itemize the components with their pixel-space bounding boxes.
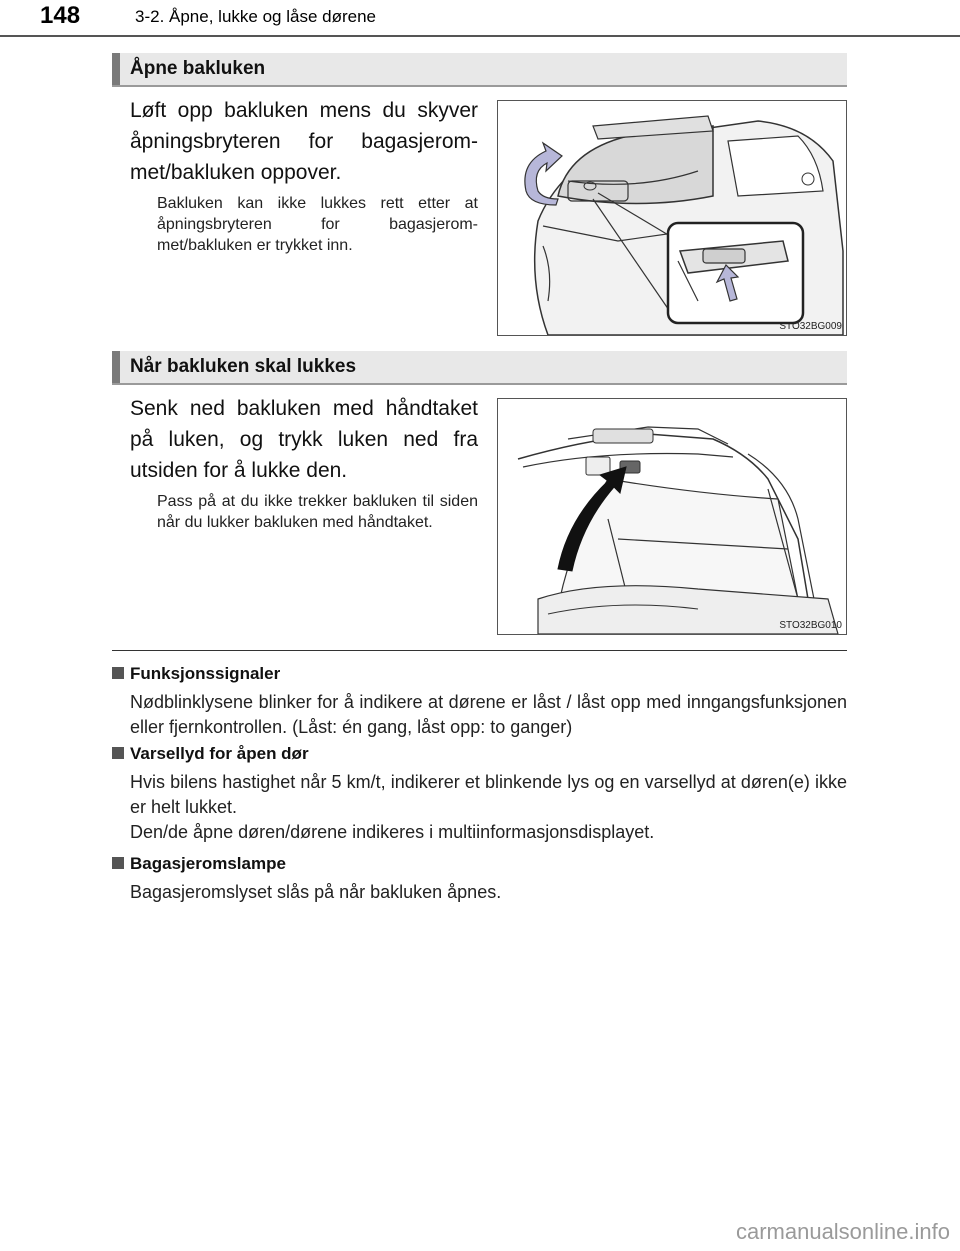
square-bullet-icon <box>112 857 124 869</box>
note-heading: Bagasjeromslampe <box>112 852 847 876</box>
page-number: 148 <box>40 2 81 29</box>
note-body: Bagasjeromslyset slås på når bakluken åpnes. <box>130 882 502 902</box>
page-header <box>0 0 960 40</box>
section-heading-close-tailgate <box>112 351 847 385</box>
figure-code: STO32BG009 <box>779 321 842 332</box>
instruction-text: Løft opp bakluken mens du skyver åpningsbryteren for bagasjerommet/bakluken oppover. <box>130 99 478 184</box>
note-door-warning <box>112 742 847 845</box>
note-heading: Funksjonssignaler <box>112 662 847 686</box>
note-signal <box>112 662 847 740</box>
header-rule <box>0 35 960 37</box>
instruction-note: Pass på at du ikke trekker bakluken til siden når du lukker bakluken med håndtaket. <box>157 493 478 531</box>
tailgate-open-illustration <box>498 101 846 335</box>
note-body: Nødblinklysene blinker for å indikere at dørene er låst / låst opp med inngangsfunksjonen eller fjernkontrollen. (Låst: én gang, låst opp: to ganger) <box>130 692 847 737</box>
note-body: Hvis bilens hastighet når 5 km/t, indikerer et blinkende lys og en varsellyd at døren(e) ikke er helt lukket. Den/de åpne døren/dørene indikeres i multiinformasjonsdisplayet. <box>130 772 847 842</box>
figure-close-tailgate <box>497 398 847 635</box>
figure-code: STO32BG010 <box>779 620 842 631</box>
tailgate-close-illustration <box>498 399 846 634</box>
instruction-note: Bakluken kan ikke lukkes rett etter at åpningsbryteren for bagasjerommet/bakluken er trykket inn. <box>157 195 478 254</box>
section-title: 3-2. Åpne, lukke og låse dørene <box>135 7 376 26</box>
note-luggage-lamp <box>112 852 847 905</box>
section-divider <box>112 650 847 651</box>
figure-open-tailgate <box>497 100 847 336</box>
square-bullet-icon <box>112 667 124 679</box>
note-heading: Varsellyd for åpen dør <box>112 742 847 766</box>
watermark: carmanualsonline.info <box>735 1219 950 1244</box>
heading-accent <box>112 53 120 85</box>
section-heading-open-tailgate <box>112 53 847 87</box>
heading-accent <box>112 351 120 383</box>
section-heading-text: Åpne bakluken <box>130 58 266 79</box>
instruction-text: Senk ned bakluken med håndtaket på luken, og trykk luken ned fra utsiden for å lukke den. <box>130 397 478 482</box>
section-heading-text: Når bakluken skal lukkes <box>130 356 357 377</box>
square-bullet-icon <box>112 747 124 759</box>
